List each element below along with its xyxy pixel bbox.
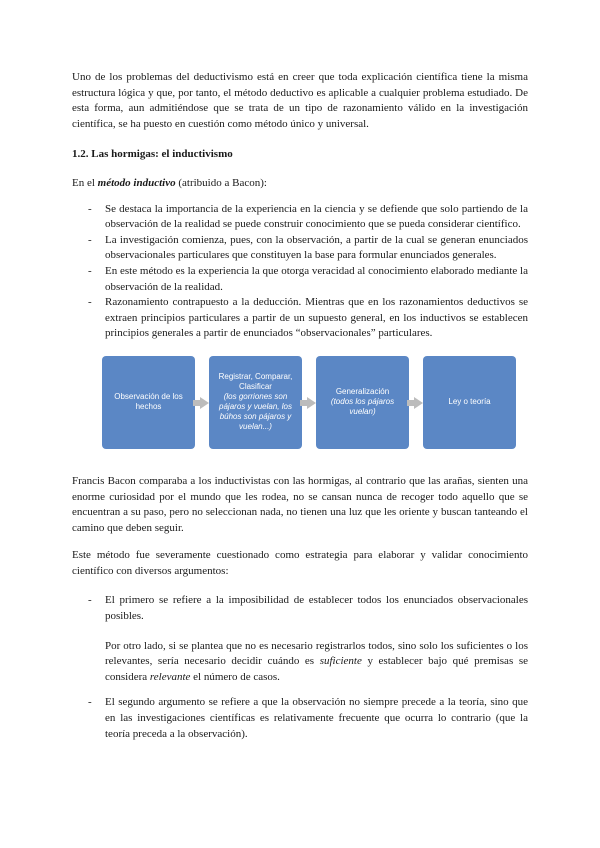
document-page: [72, 70, 528, 752]
diagram-box-generalization: [316, 356, 409, 449]
section-heading: 1.2. Las hormigas: el inductivismo: [72, 148, 233, 161]
list-item: - El segundo argumento se refiere a que la observación no siempre precede a la teoría, sino que en las investigaciones científicas es relativamente frecuente que ocurra lo contrario (que la teoría preceda a la observación).: [72, 695, 528, 742]
diagram-box-register: [209, 356, 302, 449]
arrow-right-icon: [414, 397, 423, 409]
argument-first-detail: [105, 639, 528, 686]
diagram-box-observation: [102, 356, 195, 449]
intro-before: En el: [72, 176, 98, 189]
detail-text: el número de casos.: [190, 670, 280, 683]
process-diagram: [72, 356, 528, 462]
arrow-right-icon: [307, 397, 316, 409]
detail-text: Por otro lado, si se plantea que no es necesario registrarlos todos, sino solo los suficientes o los relevantes, sería necesario decidir cuándo es: [105, 639, 528, 668]
list-item: - En este método es la experiencia la que otorga veracidad al conocimiento elaborado mediante la observación de la realidad.: [72, 264, 528, 295]
paragraph-bacon: Francis Bacon comparaba a los inductivistas con las hormigas, al contrario que las arañas, sienten una enorme curiosidad por el mundo que les rodea, no se cansan nunca de recoger todo aquello que se encuentran a su paso, pero no seleccionan nada, no tienen una luz que les oriente y buscan tanteando el camino que deben seguir.: [72, 474, 528, 534]
box-title: Generalización: [335, 387, 390, 397]
list-item: [72, 593, 528, 685]
paragraph-criticism: Este método fue severamente cuestionado como estrategia para elaborar y validar conocimiento científico con diversos argumentos:: [72, 549, 528, 577]
list-item: - Razonamiento contrapuesto a la deducción. Mientras que en los razonamientos deductivos se extraen principios particulares a partir de un supuesto general, en los inductivos se establecen principios generales a partir de enunciados “observacionales” particulares.: [72, 295, 528, 342]
list-item: - Se destaca la importancia de la experiencia en la ciencia y se defiende que solo partiendo de la observación de la realidad se puede construir conocimiento que se pueda considerar científico.: [72, 202, 528, 233]
box-label: Observación de los hechos: [114, 392, 183, 412]
box-title: Registrar, Comparar, Clasificar: [218, 372, 293, 392]
detail-text: y establecer bajo qué premisas se considera: [105, 655, 528, 683]
diagram-box-law: [423, 356, 516, 449]
detail-italic-relevant: relevante: [149, 670, 191, 683]
inductive-bullet-list: [72, 202, 528, 342]
detail-italic-sufficient: suficiente: [319, 655, 362, 668]
box-example: (todos los pájaros vuelan): [330, 397, 395, 417]
box-example: (los gorriones son pájaros y vuelan, los búhos son pájaros y vuelan...): [219, 392, 292, 432]
arrow-right-icon: [200, 397, 209, 409]
intro-line: [72, 176, 528, 192]
paragraph-deductivism: Uno de los problemas del deductivismo está en creer que toda explicación científica tiene la misma estructura lógica y que, por tanto, el método deductivo es aplicable a cualquier problema estudiado. De esta forma, aun admitiéndose que se trata de un tipo de razonamiento válido en la investigación científica, se ha puesto en cuestión como método único y universal.: [72, 71, 528, 130]
argument-first: El primero se refiere a la imposibilidad de establecer todos los enunciados observacionales posibles.: [105, 594, 528, 623]
intro-bold-term: método inductivo: [97, 176, 176, 189]
box-label: Ley o teoría: [448, 397, 491, 407]
list-item: - La investigación comienza, pues, con la observación, a partir de la cual se generan enunciados observacionales particulares que constituyen la base para formular enunciados generales.: [72, 233, 528, 264]
intro-after: (atribuido a Bacon):: [175, 176, 267, 189]
arguments-list: [72, 593, 528, 742]
